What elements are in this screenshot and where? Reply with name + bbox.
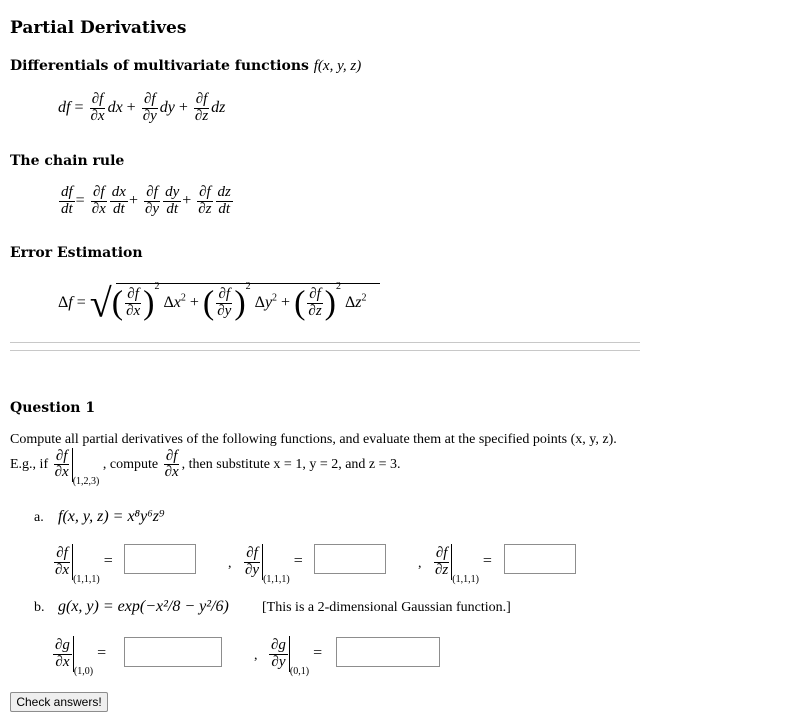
- part-b-eval-point-y: (0,1): [289, 665, 310, 677]
- part-a-dfdz: $\frac{\partial f}{\partial z}$ $_{(1,1,1)}$ =: [435, 544, 492, 585]
- differentials-heading: [10, 58, 361, 75]
- part-b-note: [This is a 2-dimensional Gaussian function.]: [262, 600, 511, 615]
- question-title: Question 1: [10, 400, 96, 416]
- answer-b-dgdx-input[interactable]: [124, 637, 222, 667]
- sqrt-overline: [116, 283, 380, 284]
- part-b-eval-point-x: (1,0): [73, 665, 94, 677]
- example-eval-point: (1,2,3): [72, 476, 100, 488]
- example-middle: , compute: [102, 457, 159, 473]
- error-estimation-formula: Δf = √( $\frac{\partial f}{\partial x}$ )$^2$ $\Delta x^2$ + ( $\frac{\partial f}{\partial y}$ )$^2$ $\Delta y^2$ + ( $\frac{\partial f}{\partial z}$ )$^2$ $\Delta z^2$: [58, 280, 367, 326]
- page-title: Partial Derivatives: [10, 18, 187, 38]
- separator-comma: ,: [254, 648, 258, 663]
- question-instructions: Compute all partial derivatives of the following functions, and evaluate them at the specified points (x, y, z).: [10, 432, 617, 447]
- answer-a-dfdz-input[interactable]: [504, 544, 576, 574]
- error-estimation-heading: Error Estimation: [10, 245, 143, 261]
- differentials-heading-text: Differentials of multivariate functions: [10, 58, 309, 74]
- part-a-eval-point-z: (1,1,1): [452, 573, 479, 585]
- chain-rule-heading: The chain rule: [10, 153, 125, 169]
- part-a-eval-point-x: (1,1,1): [73, 573, 100, 585]
- part-b-dgdy: $\frac{\partial g}{\partial y}$ $_{(0,1)}$ =: [271, 636, 323, 677]
- part-a-dfdx: $\frac{\partial f}{\partial x}$ $_{(1,1,1)}$ =: [55, 544, 113, 585]
- answer-a-dfdx-input[interactable]: [124, 544, 196, 574]
- part-b-label: b.: [34, 600, 45, 615]
- check-answers-button[interactable]: Check answers!: [10, 692, 108, 712]
- differential-formula: df = $\frac{\partial f}{\partial x}$ dx + $\frac{\partial f}{\partial y}$ dy + $\frac{\partial f}{\partial z}$ dz: [58, 91, 226, 124]
- separator-comma: ,: [228, 556, 232, 571]
- part-a-function: f(x, y, z) = x⁸y⁶z⁹: [58, 508, 165, 525]
- separator-comma: ,: [418, 556, 422, 571]
- example-prefix: E.g., if: [10, 457, 49, 473]
- divider-bottom: [10, 350, 640, 351]
- divider-top: [10, 342, 640, 343]
- part-a-label: a.: [34, 510, 44, 525]
- differentials-heading-math: f(x, y, z): [313, 58, 362, 74]
- chain-rule-formula: $\frac{df}{dt}$ = $\frac{\partial f}{\partial x}$ $\frac{dx}{dt}$ + $\frac{\partial f}{\partial y}$ $\frac{dy}{dt}$ + $\frac{\partial f}{\partial z}$ $\frac{dz}{dt}$: [61, 184, 231, 217]
- part-b-dgdx: $\frac{\partial g}{\partial x}$ $_{(1,0)}$ =: [55, 636, 107, 677]
- part-b-function: g(x, y) = exp(−x²/8 − y²/6): [58, 598, 229, 615]
- example-line: E.g., if $\frac{\partial f}{\partial x}$ $_{(1,2,3)}$ , compute $\frac{\partial f}{\partial x}$ , then substitute x = 1, y = 2, and z = 3.: [10, 447, 401, 488]
- part-a-dfdy: $\frac{\partial f}{\partial y}$ $_{(1,1,1)}$ =: [245, 544, 303, 585]
- part-a-eval-point-y: (1,1,1): [263, 573, 290, 585]
- example-suffix: , then substitute x = 1, y = 2, and z = 3.: [181, 457, 401, 473]
- answer-a-dfdy-input[interactable]: [314, 544, 386, 574]
- answer-b-dgdy-input[interactable]: [336, 637, 440, 667]
